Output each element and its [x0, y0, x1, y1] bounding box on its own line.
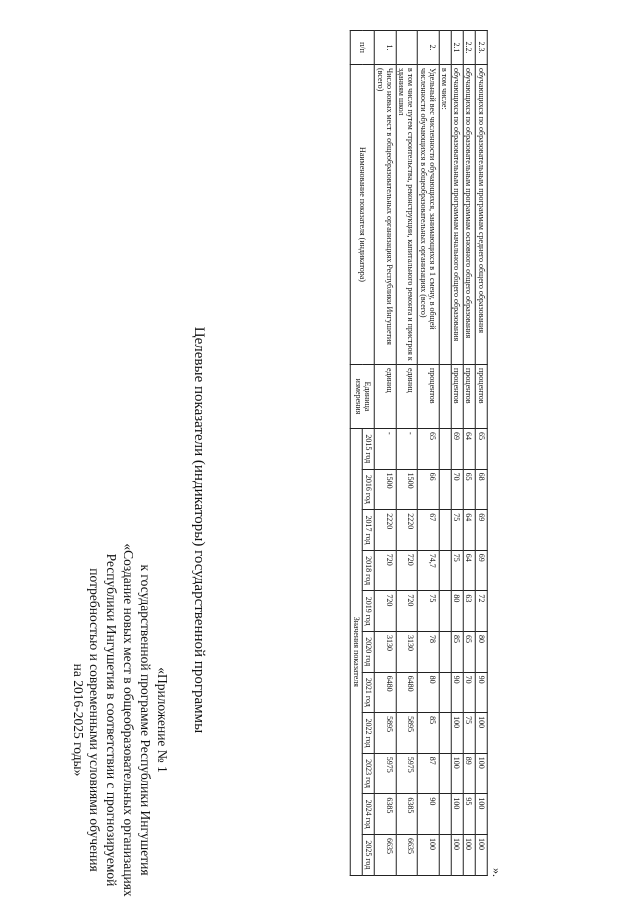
- row-value: 78: [417, 631, 438, 672]
- row-value: [439, 672, 451, 713]
- year-header: 2020 год: [362, 631, 374, 672]
- table-row: [396, 31, 417, 876]
- row-value: 100: [451, 834, 463, 875]
- row-value: [439, 753, 451, 794]
- row-number: 2.3.: [475, 31, 487, 65]
- row-value: 65: [475, 429, 487, 470]
- year-header: 2023 год: [362, 753, 374, 794]
- row-value: 6385: [375, 794, 396, 835]
- header-name: Наименование показателя (индикатора): [350, 65, 374, 365]
- row-value: 90: [417, 794, 438, 835]
- row-value: 100: [451, 794, 463, 835]
- row-value: 68: [475, 469, 487, 510]
- indicators-table: [350, 30, 488, 876]
- row-name: Число новых мест в общеобразовательных организациях Республики Ингушетия (всего): [375, 65, 396, 365]
- header-values: Значения показателя: [350, 429, 362, 876]
- row-unit: единиц: [375, 365, 396, 429]
- row-value: 100: [475, 794, 487, 835]
- header-line: потребностью и современными условиями обучения: [87, 568, 103, 872]
- row-value: 70: [451, 469, 463, 510]
- row-value: 75: [451, 550, 463, 591]
- row-value: 100: [475, 834, 487, 875]
- row-value: 80: [451, 591, 463, 632]
- table-header-row: [350, 31, 362, 876]
- row-value: 74,7: [417, 550, 438, 591]
- row-unit: процентов: [417, 365, 438, 429]
- header-unit: Единица измерения: [350, 365, 374, 429]
- row-value: 5895: [396, 713, 417, 754]
- page-title: Целевые показатели (индикаторы) государственной программы: [191, 326, 207, 734]
- row-unit: процентов: [475, 365, 487, 429]
- row-value: [439, 550, 451, 591]
- row-value: 2220: [375, 510, 396, 551]
- row-unit: процентов: [463, 365, 475, 429]
- row-value: 75: [417, 591, 438, 632]
- row-value: 65: [463, 631, 475, 672]
- row-value: 63: [463, 591, 475, 632]
- row-value: 5895: [375, 713, 396, 754]
- row-value: 80: [417, 672, 438, 713]
- row-number: 1.: [375, 31, 396, 65]
- row-value: 64: [463, 510, 475, 551]
- row-number: [439, 31, 451, 65]
- row-value: 90: [451, 672, 463, 713]
- row-value: 5975: [396, 753, 417, 794]
- row-value: 6480: [396, 672, 417, 713]
- row-unit: процентов: [451, 365, 463, 429]
- row-value: -: [396, 429, 417, 470]
- row-value: 6635: [375, 834, 396, 875]
- row-value: 90: [475, 672, 487, 713]
- row-value: 3130: [375, 631, 396, 672]
- row-value: [439, 834, 451, 875]
- table-row: [451, 31, 463, 876]
- year-header: 2021 год: [362, 672, 374, 713]
- row-value: 3130: [396, 631, 417, 672]
- row-number: 2.: [417, 31, 438, 65]
- row-value: 69: [475, 550, 487, 591]
- row-value: 6385: [396, 794, 417, 835]
- row-value: 100: [475, 713, 487, 754]
- row-number: [396, 31, 417, 65]
- row-value: [439, 794, 451, 835]
- row-name: обучающихся по образовательным программам основного общего образования: [463, 65, 475, 365]
- row-value: 720: [375, 550, 396, 591]
- table-body: [375, 31, 488, 876]
- row-value: 1500: [396, 469, 417, 510]
- row-value: 75: [463, 713, 475, 754]
- row-value: 6635: [396, 834, 417, 875]
- row-unit: [439, 365, 451, 429]
- row-number: 2.2.: [463, 31, 475, 65]
- row-value: [439, 591, 451, 632]
- year-header: 2018 год: [362, 550, 374, 591]
- row-value: 6480: [375, 672, 396, 713]
- row-value: 75: [451, 510, 463, 551]
- row-value: 720: [375, 591, 396, 632]
- row-unit: единиц: [396, 365, 417, 429]
- row-name: обучающихся по образовательным программам начального общего образования: [451, 65, 463, 365]
- row-value: [439, 429, 451, 470]
- header-line: «Приложение № 1: [155, 667, 170, 773]
- row-value: [439, 510, 451, 551]
- row-value: 2220: [396, 510, 417, 551]
- row-number: 2.1: [451, 31, 463, 65]
- header-line: «Создание новых мест в общеобразовательных организациях: [121, 543, 137, 897]
- row-value: [439, 713, 451, 754]
- appendix-header: [69, 525, 170, 915]
- row-name: в том числе путем строительства, реконструкции, капитального ремонта и пристроя к зданиям школ: [396, 65, 417, 365]
- row-name: Удельный вес численности обучающихся, занимающихся в 1 смену, в общей численности обучающихся в общеобразовательных организациях (всего): [417, 65, 438, 365]
- row-value: 100: [475, 753, 487, 794]
- row-value: 100: [463, 834, 475, 875]
- table-row: [463, 31, 475, 876]
- row-value: 65: [463, 469, 475, 510]
- row-value: 100: [417, 834, 438, 875]
- row-value: 87: [417, 753, 438, 794]
- row-value: 720: [396, 550, 417, 591]
- row-value: 72: [475, 591, 487, 632]
- table-row: [417, 31, 438, 876]
- year-header: 2022 год: [362, 713, 374, 754]
- year-header: 2024 год: [362, 794, 374, 835]
- row-value: 67: [417, 510, 438, 551]
- table-row: [439, 31, 451, 876]
- year-header: 2015 год: [362, 429, 374, 470]
- row-value: 70: [463, 672, 475, 713]
- row-value: [439, 469, 451, 510]
- row-value: 66: [417, 469, 438, 510]
- year-header: 2017 год: [362, 510, 374, 551]
- closing-quote: ».: [490, 868, 504, 877]
- row-value: 720: [396, 591, 417, 632]
- row-value: 65: [417, 429, 438, 470]
- row-name: в том числе:: [439, 65, 451, 365]
- row-value: 64: [463, 550, 475, 591]
- row-value: 85: [417, 713, 438, 754]
- row-value: 80: [475, 631, 487, 672]
- table-row: [375, 31, 396, 876]
- row-value: 1500: [375, 469, 396, 510]
- row-value: 95: [463, 794, 475, 835]
- header-line: Республики Ингушетия в соответствии с прогнозируемой: [104, 553, 120, 887]
- row-value: 64: [463, 429, 475, 470]
- row-value: 69: [475, 510, 487, 551]
- year-header: 2025 год: [362, 834, 374, 875]
- row-value: -: [375, 429, 396, 470]
- row-value: 89: [463, 753, 475, 794]
- table-row: [475, 31, 487, 876]
- year-header: 2016 год: [362, 469, 374, 510]
- row-value: [439, 631, 451, 672]
- header-num: п/п: [350, 31, 374, 65]
- row-name: обучающихся по образовательным программам среднего общего образования: [475, 65, 487, 365]
- row-value: 85: [451, 631, 463, 672]
- row-value: 5975: [375, 753, 396, 794]
- row-value: 69: [451, 429, 463, 470]
- header-line: на 2016-2025 годы»: [70, 663, 86, 777]
- header-line: к государственной программе Республики Ингушетия: [138, 564, 154, 876]
- row-value: 100: [451, 753, 463, 794]
- row-value: 100: [451, 713, 463, 754]
- year-header: 2019 год: [362, 591, 374, 632]
